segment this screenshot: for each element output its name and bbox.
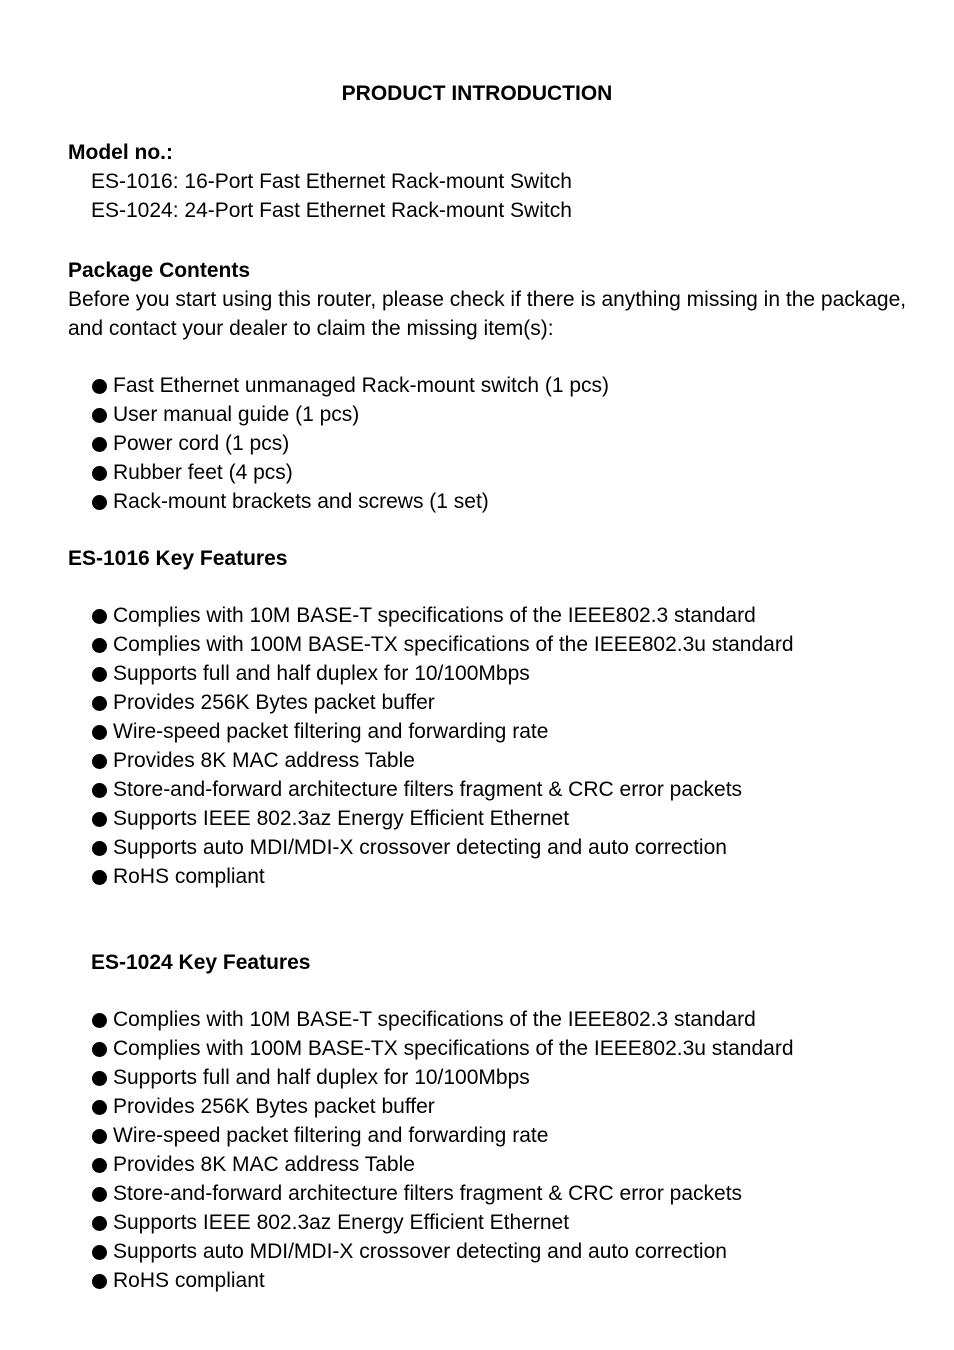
bullet-icon (92, 379, 107, 394)
list-item-text: Rack-mount brackets and screws (1 set) (113, 490, 489, 513)
list-item (91, 458, 609, 487)
list-item-text: Store-and-forward architecture filters fragment & CRC error packets (113, 1182, 743, 1205)
package-list (91, 371, 609, 516)
bullet-icon (92, 1274, 107, 1289)
bullet-icon (92, 1013, 107, 1028)
bullet-icon (92, 437, 107, 452)
bullet-icon (92, 1071, 107, 1086)
list-item (91, 400, 609, 429)
list-item-text: Power cord (1 pcs) (113, 432, 290, 455)
list-item (91, 1034, 794, 1063)
model-item: ES-1016: 16-Port Fast Ethernet Rack-mount Switch (91, 170, 572, 193)
list-item-text: Complies with 100M BASE-TX specifications of the IEEE802.3u standard (113, 633, 794, 656)
list-item-text: Supports IEEE 802.3az Energy Efficient Ethernet (113, 1211, 570, 1234)
list-item (91, 659, 794, 688)
list-item (91, 1237, 794, 1266)
package-heading: Package Contents (68, 259, 251, 282)
bullet-icon (92, 841, 107, 856)
list-item-text: Complies with 10M BASE-T specifications of the IEEE802.3 standard (113, 1008, 756, 1031)
list-item-text: RoHS compliant (113, 865, 265, 888)
list-item (91, 688, 794, 717)
list-item-text: Supports full and half duplex for 10/100Mbps (113, 662, 530, 685)
list-item (91, 1179, 794, 1208)
list-item (91, 1121, 794, 1150)
list-item (91, 862, 794, 891)
bullet-icon (92, 1216, 107, 1231)
bullet-icon (92, 1100, 107, 1115)
list-item (91, 487, 609, 516)
bullet-icon (92, 495, 107, 510)
list-item (91, 1063, 794, 1092)
bullet-icon (92, 609, 107, 624)
list-item-text: Provides 8K MAC address Table (113, 749, 415, 772)
list-item-text: Supports full and half duplex for 10/100Mbps (113, 1066, 530, 1089)
list-item-text: RoHS compliant (113, 1269, 265, 1292)
list-item-text: Provides 256K Bytes packet buffer (113, 691, 435, 714)
list-item-text: Store-and-forward architecture filters fragment & CRC error packets (113, 778, 743, 801)
list-item-text: Provides 8K MAC address Table (113, 1153, 415, 1176)
list-item (91, 833, 794, 862)
list-item-text: Supports auto MDI/MDI-X crossover detecting and auto correction (113, 836, 727, 859)
list-item (91, 630, 794, 659)
list-item (91, 429, 609, 458)
list-item (91, 804, 794, 833)
bullet-icon (92, 870, 107, 885)
list-item (91, 1005, 794, 1034)
bullet-icon (92, 696, 107, 711)
bullet-icon (92, 1187, 107, 1202)
bullet-icon (92, 1129, 107, 1144)
page-title: PRODUCT INTRODUCTION (341, 82, 613, 105)
model-heading: Model no.: (68, 141, 173, 164)
list-item (91, 1092, 794, 1121)
bullet-icon (92, 1042, 107, 1057)
bullet-icon (92, 725, 107, 740)
list-item-text: Provides 256K Bytes packet buffer (113, 1095, 435, 1118)
list-item-text: Complies with 10M BASE-T specifications of the IEEE802.3 standard (113, 604, 756, 627)
list-item-text: Rubber feet (4 pcs) (113, 461, 293, 484)
list-item-text: Supports IEEE 802.3az Energy Efficient Ethernet (113, 807, 570, 830)
bullet-icon (92, 1245, 107, 1260)
bullet-icon (92, 466, 107, 481)
list-item-text: User manual guide (1 pcs) (113, 403, 360, 426)
list-item-text: Wire-speed packet filtering and forwarding rate (113, 720, 549, 743)
list-item (91, 371, 609, 400)
bullet-icon (92, 638, 107, 653)
list-item (91, 775, 794, 804)
bullet-icon (92, 783, 107, 798)
list-item (91, 1266, 794, 1295)
model-item: ES-1024: 24-Port Fast Ethernet Rack-mount Switch (91, 199, 572, 222)
es1024-feature-list (91, 1005, 794, 1295)
list-item (91, 1208, 794, 1237)
list-item-text: Complies with 100M BASE-TX specifications of the IEEE802.3u standard (113, 1037, 794, 1060)
list-item (91, 601, 794, 630)
package-intro: Before you start using this router, please check if there is anything missing in the package, and contact your dealer to claim the missing item(s): (68, 288, 907, 340)
bullet-icon (92, 408, 107, 423)
es1024-heading: ES-1024 Key Features (91, 951, 311, 974)
es1016-heading: ES-1016 Key Features (68, 547, 288, 570)
list-item (91, 746, 794, 775)
bullet-icon (92, 667, 107, 682)
es1016-feature-list (91, 601, 794, 891)
list-item (91, 717, 794, 746)
list-item (91, 1150, 794, 1179)
bullet-icon (92, 754, 107, 769)
list-item-text: Wire-speed packet filtering and forwarding rate (113, 1124, 549, 1147)
bullet-icon (92, 812, 107, 827)
list-item-text: Fast Ethernet unmanaged Rack-mount switch (1 pcs) (113, 374, 610, 397)
bullet-icon (92, 1158, 107, 1173)
list-item-text: Supports auto MDI/MDI-X crossover detecting and auto correction (113, 1240, 727, 1263)
